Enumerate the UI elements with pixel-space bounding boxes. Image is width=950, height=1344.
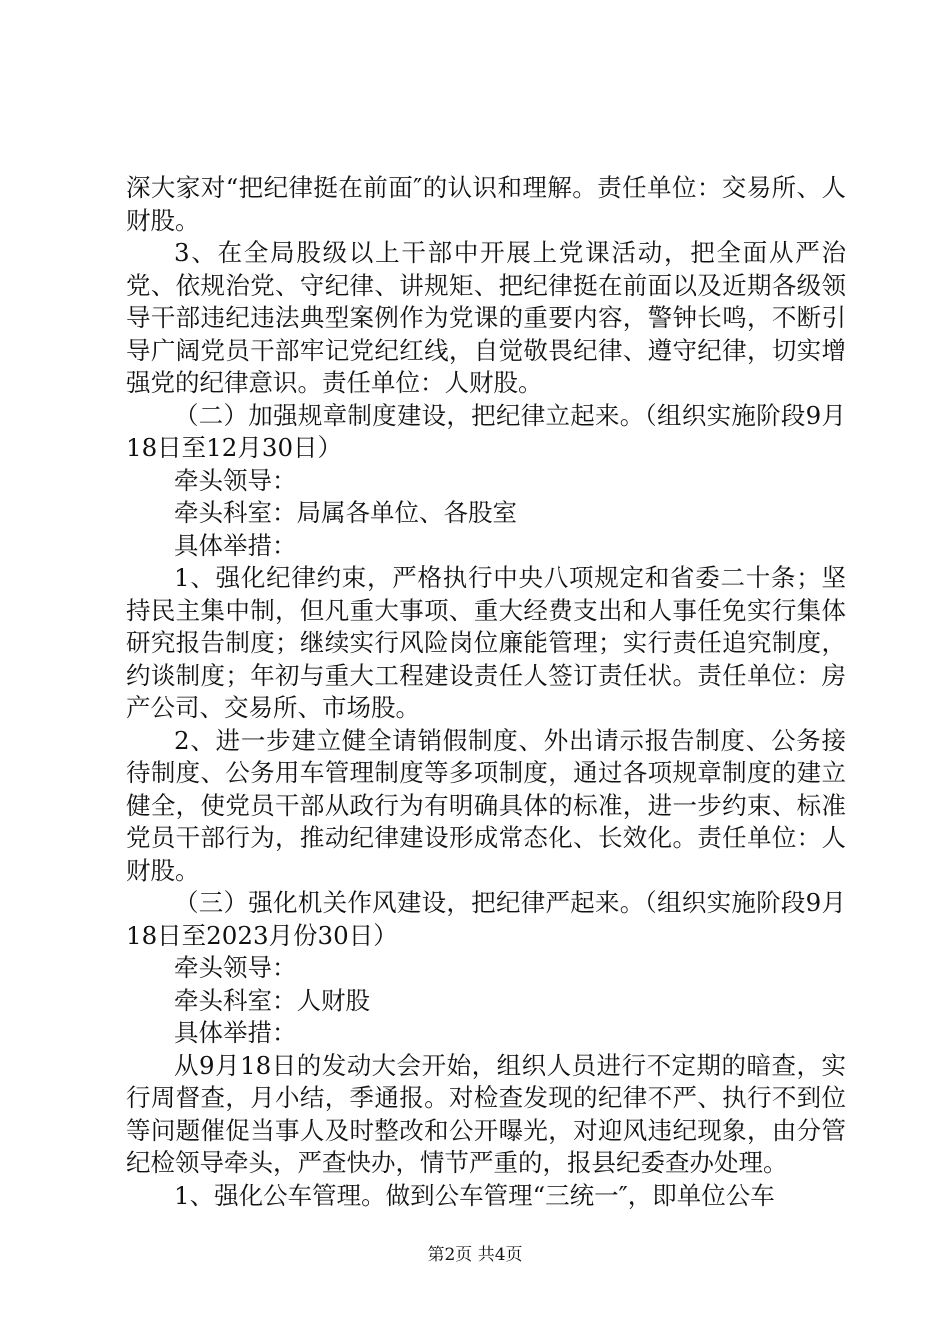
paragraph: 1、强化公车管理。做到公车管理“三统一″，即单位公车 — [174, 1180, 775, 1210]
paragraph: 具体举措： — [174, 530, 297, 560]
paragraph: 2、进一步建立健全请销假制度、外出请示报告制度、公务接待制度、公务用车管理制度等多项制度，通过各项规章制度的建立健全，使党员干部从政行为有明确具体的标准，进一步约束、标准党员干部行为，推动纪律建设形成常态化、长效化。责任单位：人财股。 — [126, 725, 846, 885]
document-body — [126, 172, 846, 1212]
paragraph: 深大家对“把纪律挺在前面″的认识和理解。责任单位：交易所、人财股。 — [126, 173, 846, 235]
section-heading: （三）强化机关作风建设，把纪律严起来。（组织实施阶段9月18日至2023月份30日） — [126, 888, 846, 950]
paragraph: 具体举措： — [174, 1018, 297, 1047]
paragraph: 1、强化纪律约束，严格执行中央八项规定和省委二十条；坚持民主集中制，但凡重大事项、重大经费支出和人事任免实行集体研究报告制度；继续实行风险岗位廉能管理；实行责任追究制度，约谈制度；年初与重大工程建设责任人签订责任状。责任单位：房产公司、交易所、市场股。 — [126, 563, 846, 722]
paragraph: 牵头领导： — [174, 953, 297, 982]
paragraph: 3、在全局股级以上干部中开展上党课活动，把全面从严治党、依规治党、守纪律、讲规矩、把纪律挺在前面以及近期各级领导干部违纪违法典型案例作为党课的重要内容，警钟长鸣，不断引导广阔党员干部牢记党纪红线，自觉敬畏纪律、遵守纪律，切实增强党的纪律意识。责任单位：人财股。 — [126, 238, 846, 397]
section-heading: （二）加强规章制度建设，把纪律立起来。（组织实施阶段9月18日至12月30日） — [126, 400, 846, 462]
page-footer — [0, 1244, 950, 1266]
paragraph: 牵头领导： — [174, 465, 297, 495]
paragraph: 牵头科室：人财股 — [174, 985, 370, 1015]
page-number: 第2页 共4页 — [427, 1245, 523, 1265]
paragraph: 从9月18日的发动大会开始，组织人员进行不定期的暗查，实行周督查，月小结，季通报。对检查发现的纪律不严、执行不到位等问题催促当事人及时整改和公开曝光，对迎风违纪现象，由分管纪检领导牵头，严查快办，情节严重的，报县纪委查办处理。 — [126, 1050, 846, 1177]
paragraph: 牵头科室：局属各单位、各股室 — [174, 498, 517, 527]
